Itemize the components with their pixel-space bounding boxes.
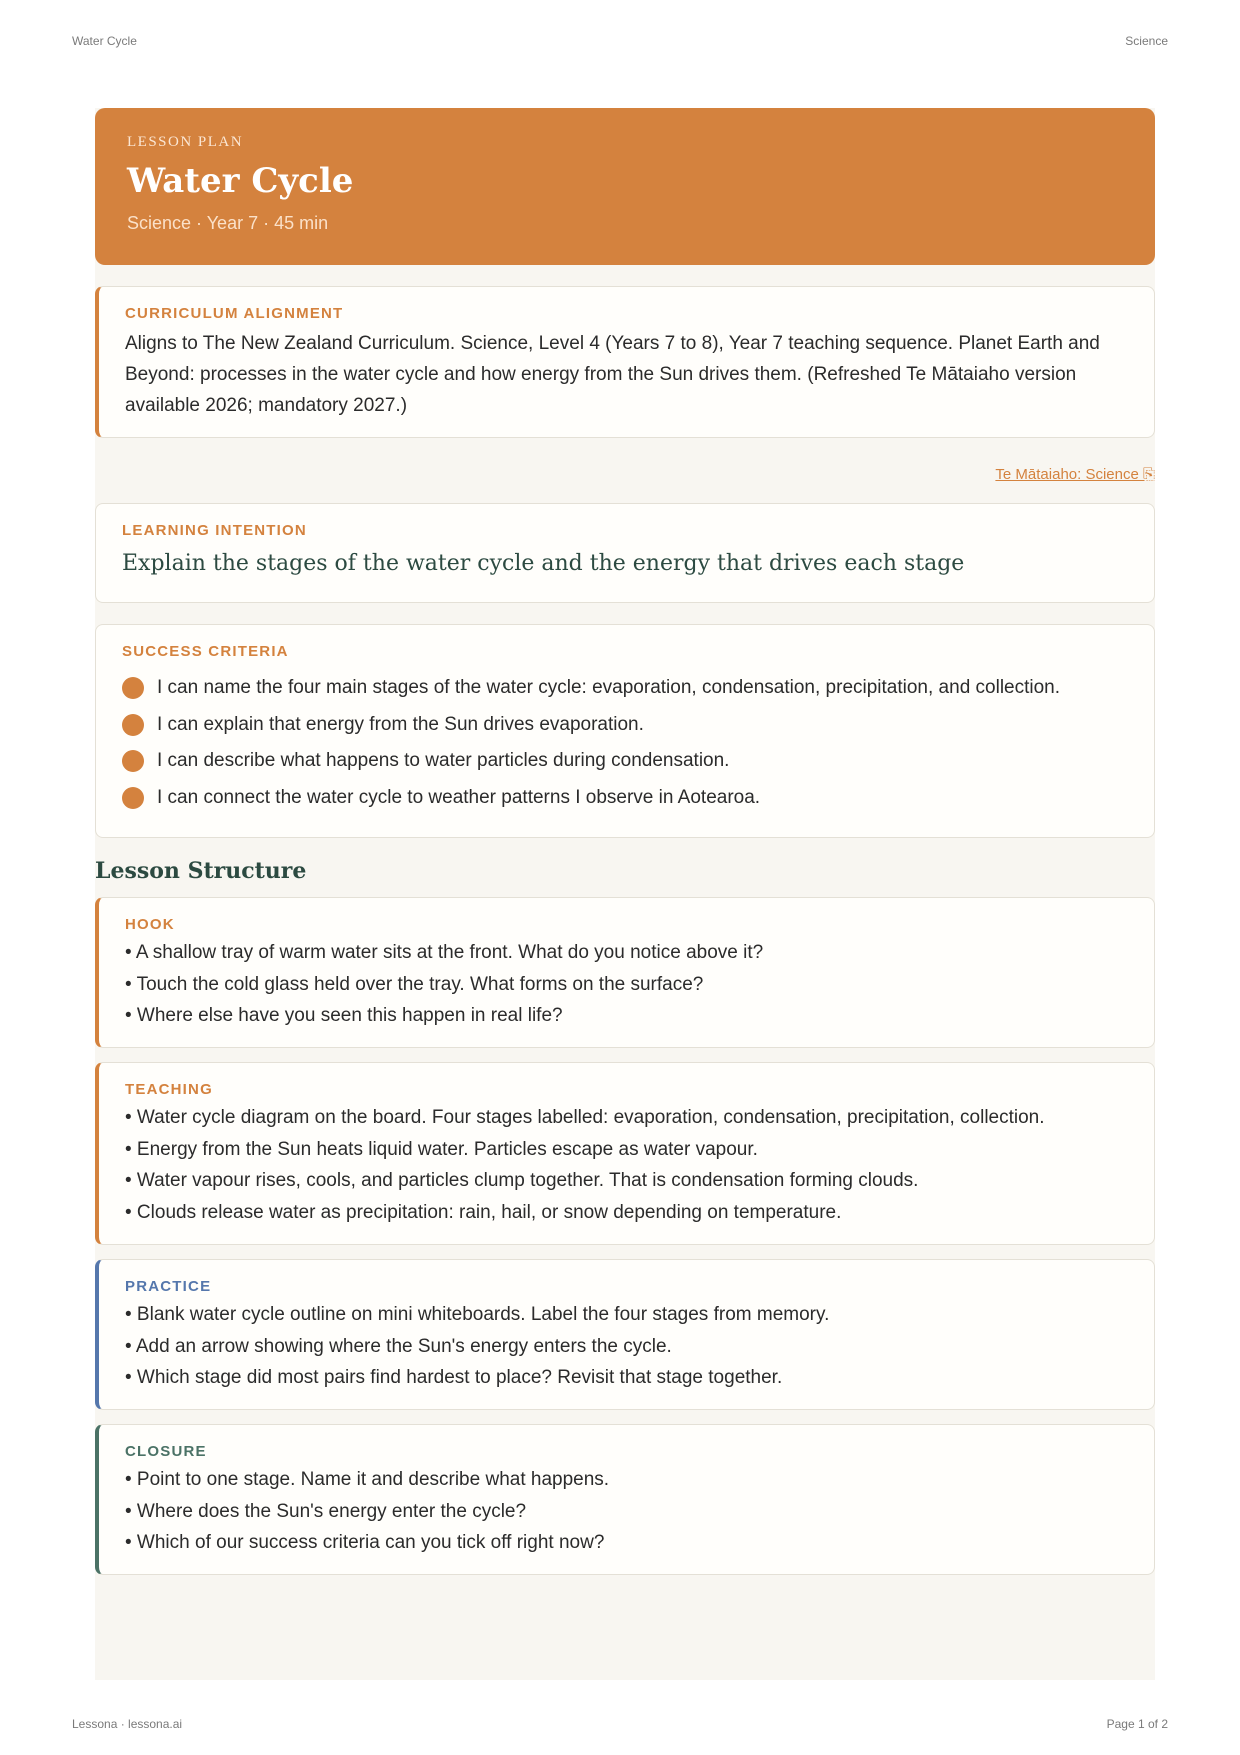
curriculum-alignment-card xyxy=(95,286,1155,438)
hook-label: HOOK xyxy=(125,916,175,933)
learning-intention-text: Explain the stages of the water cycle and the energy that drives each stage xyxy=(122,551,965,576)
practice-list xyxy=(125,1299,1130,1394)
running-header-right: Science xyxy=(1125,34,1168,48)
success-criterion xyxy=(122,743,1130,780)
learning-intention-card xyxy=(95,503,1155,603)
lesson-header xyxy=(95,108,1155,265)
closure-label: CLOSURE xyxy=(125,1443,207,1460)
success-criteria-list xyxy=(122,670,1130,816)
list-item: • Where does the Sun's energy enter the cycle? xyxy=(125,1500,527,1522)
lesson-meta: Science · Year 7 · 45 min xyxy=(127,213,329,233)
list-item: • Blank water cycle outline on mini whiteboards. Label the four stages from memory. xyxy=(125,1304,830,1325)
list-item: • Clouds release water as precipitation: rain, hail, or snow depending on temperature. xyxy=(125,1201,842,1223)
practice-card xyxy=(95,1259,1155,1410)
learning-intention-label: LEARNING INTENTION xyxy=(122,522,307,539)
lesson-kicker: LESSON PLAN xyxy=(127,134,244,150)
hook-card xyxy=(95,897,1155,1048)
bullet-dot-icon xyxy=(122,714,144,736)
closure-card xyxy=(95,1424,1155,1575)
closure-list xyxy=(125,1464,1130,1559)
bullet-dot-icon xyxy=(122,787,144,809)
teaching-label: TEACHING xyxy=(125,1081,213,1098)
list-item: • Water cycle diagram on the board. Four stages labelled: evaporation, condensation, precipitation, collection. xyxy=(125,1107,1045,1128)
lesson-title: Water Cycle xyxy=(127,161,354,201)
teaching-list xyxy=(125,1102,1130,1228)
list-item: • Where else have you seen this happen in real life? xyxy=(125,1005,563,1026)
practice-label: PRACTICE xyxy=(125,1278,212,1295)
success-criterion xyxy=(122,780,1130,817)
success-criterion-text: I can name the four main stages of the water cycle: evaporation, condensation, precipitation, and collection. xyxy=(157,677,1061,698)
success-criterion-text: I can describe what happens to water particles during condensation. xyxy=(157,750,730,771)
curriculum-alignment-text: Aligns to The New Zealand Curriculum. Science, Level 4 (Years 7 to 8), Year 7 teaching sequence. Planet Earth and Beyond: processes in the water cycle and how energy from the Sun drives them. (Refreshed Te Mātaiaho version available 2026; mandatory 2027.) xyxy=(125,333,1100,416)
list-item: • A shallow tray of warm water sits at the front. What do you notice above it? xyxy=(125,942,764,963)
teaching-card xyxy=(95,1062,1155,1245)
success-criterion-text: I can explain that energy from the Sun drives evaporation. xyxy=(157,713,644,735)
success-criterion xyxy=(122,707,1130,744)
te-mataiaho-link[interactable]: Te Mātaiaho: Science ⎘ xyxy=(995,466,1155,483)
list-item: • Point to one stage. Name it and describe what happens. xyxy=(125,1469,610,1490)
running-header-left: Water Cycle xyxy=(72,34,137,48)
page-number: Page 1 of 2 xyxy=(1106,1717,1168,1731)
bullet-dot-icon xyxy=(122,750,144,772)
curriculum-alignment-label: CURRICULUM ALIGNMENT xyxy=(125,305,344,322)
list-item: • Touch the cold glass held over the tray. What forms on the surface? xyxy=(125,973,704,995)
hook-list xyxy=(125,937,1130,1032)
bullet-dot-icon xyxy=(122,677,144,699)
list-item: • Which stage did most pairs find hardest to place? Revisit that stage together. xyxy=(125,1367,783,1388)
list-item: • Water vapour rises, cools, and particles clump together. That is condensation forming clouds. xyxy=(125,1170,919,1191)
success-criteria-label: SUCCESS CRITERIA xyxy=(122,643,289,660)
list-item: • Which of our success criteria can you tick off right now? xyxy=(125,1532,605,1553)
lesson-structure-heading: Lesson Structure xyxy=(95,858,307,884)
running-footer-left: Lessona · lessona.ai xyxy=(72,1717,183,1731)
success-criterion-text: I can connect the water cycle to weather patterns I observe in Aotearoa. xyxy=(157,786,761,808)
success-criterion xyxy=(122,670,1130,707)
list-item: • Energy from the Sun heats liquid water. Particles escape as water vapour. xyxy=(125,1138,758,1160)
list-item: • Add an arrow showing where the Sun's energy enters the cycle. xyxy=(125,1335,672,1357)
success-criteria-card xyxy=(95,624,1155,838)
